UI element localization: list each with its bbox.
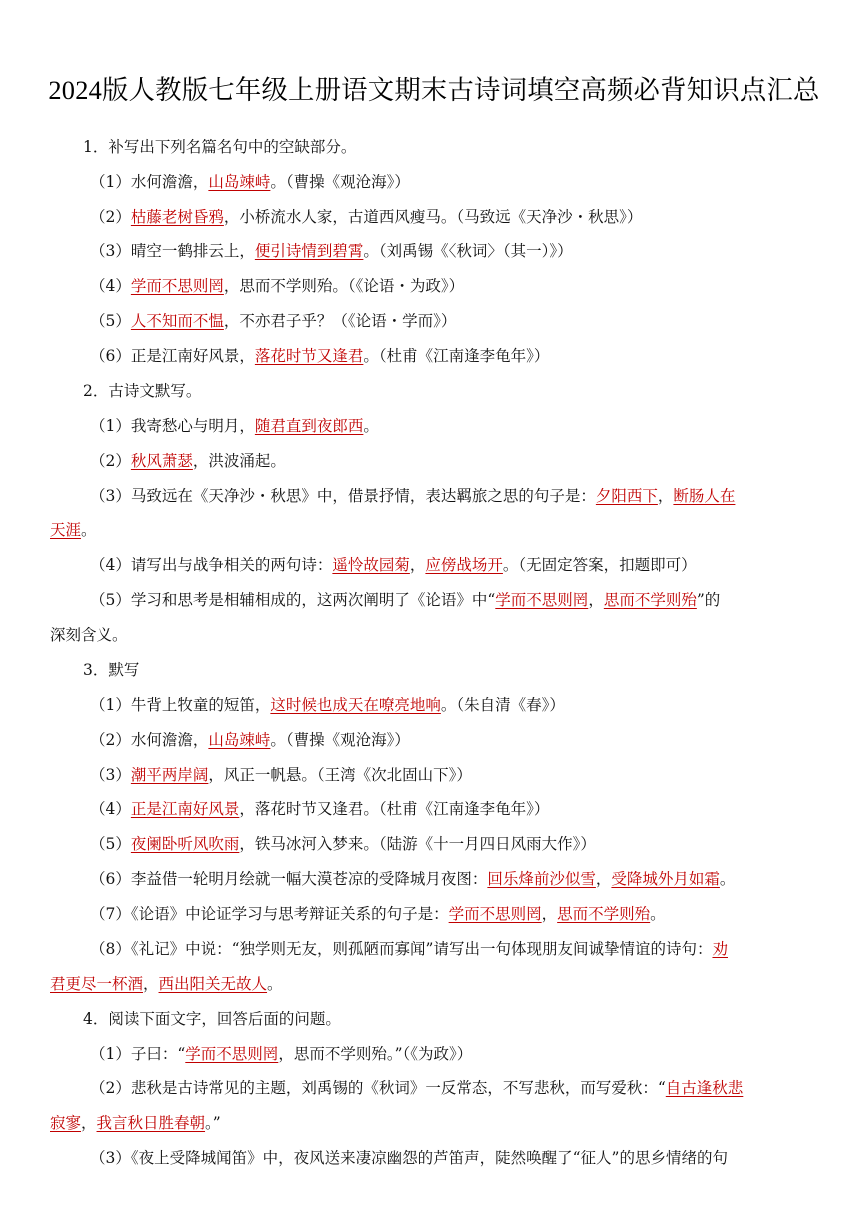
question-text: 。 — [363, 417, 379, 435]
answer-text: 学而不思则罔 — [185, 1045, 279, 1063]
question-text: （8）《礼记》中说：“独学则无友，则孤陋而寡闻”请写出一句体现朋友间诚挚情谊的诗句： — [90, 940, 713, 958]
question-text: （5） — [90, 835, 131, 853]
answer-text: 回乐烽前沙似雪 — [487, 870, 596, 888]
answer-text: 山岛竦峙 — [208, 731, 271, 749]
question-text: 。 — [719, 870, 736, 888]
text-line — [90, 345, 549, 367]
question-text: （3） — [90, 766, 131, 784]
question-text: （3）晴空一鹤排云上， — [90, 242, 255, 260]
text-line — [50, 624, 128, 646]
question-text: 1．补写出下列名篇名句中的空缺部分。 — [83, 138, 357, 156]
question-text: （7）《论语》中论证学习与思考辩证关系的句子是： — [90, 905, 449, 923]
question-text: 3．默写 — [83, 661, 140, 679]
answer-text: 学而不思则罔 — [448, 905, 542, 923]
text-line — [90, 240, 573, 262]
question-text: （1）子曰：“ — [90, 1045, 186, 1063]
text-line — [90, 275, 464, 297]
question-text: 。（杜甫《江南逢李龟年》） — [363, 347, 550, 365]
question-text: （5）学习和思考是相辅相成的，这两次阐明了《论语》中“ — [90, 591, 496, 609]
text-line — [90, 485, 735, 507]
text-line — [90, 1147, 728, 1169]
question-text: （4）请写出与战争相关的两句诗： — [90, 556, 333, 574]
question-text: ， — [143, 975, 159, 993]
question-text: （2） — [90, 208, 131, 226]
text-line — [50, 519, 97, 541]
question-text: （5） — [90, 312, 131, 330]
text-line — [90, 589, 720, 611]
answer-text: 秋风萧瑟 — [130, 452, 193, 470]
question-text: （4） — [90, 800, 131, 818]
answer-text: 君更尽一杯酒 — [50, 975, 144, 993]
answer-text: 便引诗情到碧霄 — [254, 242, 364, 260]
text-line — [90, 938, 728, 960]
answer-text: 西出阳关无故人 — [158, 975, 268, 993]
answer-text: 学而不思则罔 — [495, 591, 589, 609]
answer-text: 受降城外月如霜 — [611, 870, 720, 888]
answer-text: 学而不思则罔 — [130, 277, 224, 295]
question-text: （1）水何澹澹， — [90, 173, 209, 191]
answer-text: 劝 — [712, 940, 728, 958]
question-text: ， — [81, 1114, 97, 1132]
text-line — [90, 903, 666, 925]
text-line — [83, 136, 356, 158]
question-text: 。（朱自清《春》） — [440, 696, 565, 714]
text-line — [83, 1008, 341, 1030]
question-text: （4） — [90, 277, 131, 295]
text-line — [50, 1112, 221, 1134]
question-text: ”的 — [696, 591, 721, 609]
question-text: 。（刘禹锡《〈秋词〉（其一）》） — [363, 242, 573, 260]
page-title: 2024版人教版七年级上册语文期末古诗词填空高频必背知识点汇总 — [48, 75, 820, 105]
answer-text: 思而不学则殆 — [557, 905, 651, 923]
answer-text: 人不知而不愠 — [130, 312, 224, 330]
text-line — [90, 206, 642, 228]
text-line — [90, 694, 565, 716]
question-text: ，洪波涌起。 — [192, 452, 286, 470]
answer-text: 潮平两岸阔 — [130, 766, 209, 784]
question-text: ，思而不学则殆。”（《为政》） — [278, 1045, 473, 1063]
answer-text: 思而不学则殆 — [603, 591, 697, 609]
answer-text: 遥怜故园菊 — [332, 556, 410, 574]
question-text: 深刻含义。 — [50, 626, 128, 644]
answer-text: 自古逢秋悲 — [665, 1079, 744, 1097]
text-line — [90, 729, 410, 751]
text-line — [90, 554, 697, 576]
question-text: 。 — [650, 905, 666, 923]
question-text: 。 — [81, 521, 97, 539]
question-text: （2）悲秋是古诗常见的主题，刘禹锡的《秋词》一反常态，不写悲秋，而写爱秋：“ — [90, 1079, 666, 1097]
question-text: （1）我寄愁心与明月， — [90, 417, 255, 435]
answer-text: 落花时节又逢君 — [254, 347, 364, 365]
text-line — [90, 310, 456, 332]
text-line — [83, 380, 201, 402]
question-text: 。（曹操《观沧海》） — [270, 173, 410, 191]
answer-text: 寂寥 — [50, 1114, 82, 1132]
answer-text: 随君直到夜郎西 — [254, 417, 364, 435]
question-text: ，铁马冰河入梦来。（陆游《十一月四日风雨大作》） — [239, 835, 596, 853]
question-text: （3）马致远在《天净沙・秋思》中，借景抒情，表达羁旅之思的句子是： — [90, 487, 596, 505]
text-line — [90, 1043, 472, 1065]
question-text: （6）正是江南好风景， — [90, 347, 255, 365]
question-text: 。” — [205, 1114, 221, 1132]
answer-text: 夕阳西下 — [595, 487, 658, 505]
question-text: ，不亦君子乎？（《论语・学而》） — [223, 312, 457, 330]
question-text: ，思而不学则殆。（《论语・为政》） — [223, 277, 465, 295]
question-text: （1）牛背上牧童的短笛， — [90, 696, 271, 714]
text-line — [90, 798, 549, 820]
text-line — [90, 415, 379, 437]
question-text: （3）《夜上受降城闻笛》中，夜风送来凄凉幽怨的芦笛声，陡然唤醒了“征人”的思乡情绪的句 — [90, 1149, 728, 1167]
text-line — [90, 764, 472, 786]
text-line — [90, 171, 410, 193]
question-text: ，落花时节又逢君。（杜甫《江南逢李龟年》） — [239, 800, 550, 818]
text-line — [50, 973, 283, 995]
text-line — [90, 1077, 743, 1099]
question-text: （2）水何澹澹， — [90, 731, 209, 749]
question-text: （2） — [90, 452, 131, 470]
answer-text: 我言秋日胜春朝 — [96, 1114, 206, 1132]
question-text: 4．阅读下面文字，回答后面的问题。 — [83, 1010, 341, 1028]
question-text: ， — [588, 591, 604, 609]
answer-text: 应傍战场开 — [425, 556, 503, 574]
question-text: （6）李益借一轮明月绘就一幅大漠苍凉的受降城月夜图： — [90, 870, 488, 888]
question-text: 。（曹操《观沧海》） — [270, 731, 410, 749]
question-text: ， — [541, 905, 558, 923]
answer-text: 正是江南好风景 — [130, 800, 240, 818]
text-line — [90, 833, 596, 855]
question-text: ， — [409, 556, 426, 574]
answer-text: 断肠人在 — [673, 487, 736, 505]
question-text: ， — [657, 487, 674, 505]
question-text: ，小桥流水人家，古道西风瘦马。（马致远《天净沙・秋思》） — [223, 208, 643, 226]
text-line — [90, 450, 286, 472]
question-text: 。 — [267, 975, 283, 993]
answer-text: 山岛竦峙 — [208, 173, 271, 191]
question-text: 2．古诗文默写。 — [83, 382, 202, 400]
question-text: ， — [595, 870, 612, 888]
answer-text: 枯藤老树昏鸦 — [130, 208, 224, 226]
answer-text: 夜阑卧听风吹雨 — [130, 835, 240, 853]
answer-text: 天涯 — [50, 521, 82, 539]
text-line — [83, 659, 139, 681]
question-text: ，风正一帆悬。（王湾《次北固山下》） — [208, 766, 472, 784]
question-text: 。（无固定答案，扣题即可） — [502, 556, 697, 574]
text-line — [90, 868, 735, 890]
answer-text: 这时候也成天在嘹亮地响 — [270, 696, 441, 714]
